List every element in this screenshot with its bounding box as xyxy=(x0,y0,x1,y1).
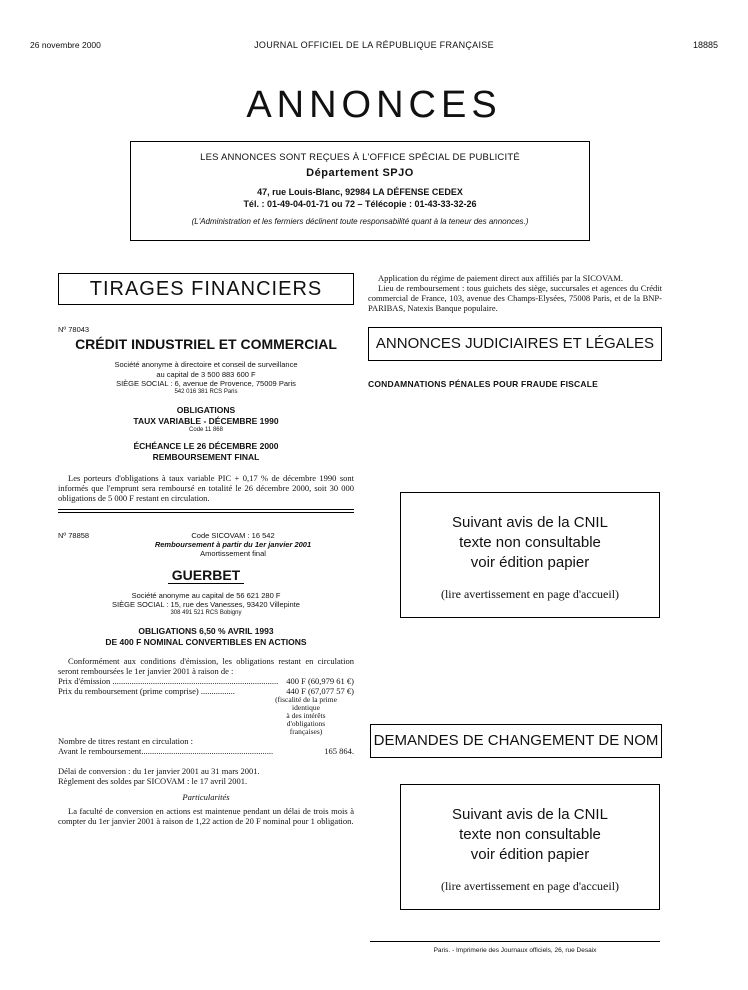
company-name: CRÉDIT INDUSTRIEL ET COMMERCIAL xyxy=(75,336,337,352)
office-box xyxy=(130,141,590,241)
cnil-notice-box xyxy=(400,784,660,910)
header-date: 26 novembre 2000 xyxy=(30,40,101,50)
obligation-code: Code 11 868 xyxy=(189,426,223,433)
fiscalite-line: d'obligations xyxy=(286,718,326,728)
header-page-number: 18885 xyxy=(692,40,718,50)
prix-remb-label: Prix du remboursement (prime comprise) xyxy=(58,685,199,696)
conversion-intro: Conformément aux conditions d'émission, les obligations restant en circulation seront remboursées le 1er janvier 2001 à raison de : xyxy=(58,655,354,676)
right-column xyxy=(368,273,662,389)
remboursement-heading: REMBOURSEMENT FINAL xyxy=(152,451,260,462)
fiscalite-note xyxy=(266,696,346,736)
obligations-heading: OBLIGATIONS xyxy=(176,404,236,415)
office-address: 47, rue Louis-Blanc, 92984 LA DÉFENSE CEDEX xyxy=(257,187,463,197)
cnil-warning: (lire avertissement en page d'accueil) xyxy=(440,879,620,893)
section-title-demandes: DEMANDES DE CHANGEMENT DE NOM xyxy=(370,724,662,758)
lieu-text: Lieu de remboursement : tous guichets des siège, succursales et agences du Crédit commercial de France, 103, avenue des Champs-Elysées, 75008 Paris, et de la BNP-PARIBAS, Natexis Banque populaire. xyxy=(368,283,662,313)
fiscalite-line: françaises) xyxy=(289,726,323,736)
cnil-warning: (lire avertissement en page d'accueil) xyxy=(440,587,620,601)
cnil-line3: voir édition papier xyxy=(470,846,590,863)
header-journal: JOURNAL OFFICIEL DE LA RÉPUBLIQUE FRANÇAISE xyxy=(254,40,494,50)
notice-number: Nº 78043 xyxy=(58,325,90,334)
office-department: Département SPJO xyxy=(306,167,414,179)
company-siege: SIÈGE SOCIAL : 6, avenue de Provence, 75009 Paris xyxy=(116,379,296,388)
office-disclaimer: (L'Administration et les fermiers déclinent toute responsabilité quant à la teneur des annonces.) xyxy=(191,217,529,226)
echeance-heading: ÉCHÉANCE LE 26 DÉCEMBRE 2000 xyxy=(133,440,279,451)
cnil-notice-box xyxy=(400,492,660,618)
fiscalite-line: identique xyxy=(292,702,320,712)
faculte-text: La faculté de conversion en actions est maintenue pendant un délai de trois mois à compter du 1er janvier 2001 à raison de 1,22 action de 20 F nominal pour 1 obligation. xyxy=(58,805,354,826)
office-line1: LES ANNONCES SONT REÇUES À L'OFFICE SPÉCIAL DE PUBLICITÉ xyxy=(200,152,520,163)
company-siege: SIÈGE SOCIAL : 15, rue des Vanesses, 93420 Villepinte xyxy=(112,600,300,609)
company-name: GUERBET xyxy=(168,567,244,584)
company-rcs: 542 016 381 RCS Paris xyxy=(174,388,238,395)
condamnations-heading: CONDAMNATIONS PÉNALES POUR FRAUDE FISCALE xyxy=(368,379,598,389)
avant-row: Avant le remboursement.............................................................. 165 864. xyxy=(58,745,354,756)
nombre-label: Nombre de titres restant en circulation : xyxy=(58,735,194,746)
notice-number: Nº 78858 xyxy=(58,530,90,540)
cnil-line1: Suivant avis de la CNIL xyxy=(452,514,608,531)
reglement-soldes: Règlement des soldes par SICOVAM : le 17 avril 2001. xyxy=(58,775,248,786)
page-title: ANNONCES xyxy=(246,84,502,126)
company-desc: Société anonyme à directoire et conseil de surveillance xyxy=(114,360,298,369)
obligations-subheading: DE 400 F NOMINAL CONVERTIBLES EN ACTIONS xyxy=(105,636,307,647)
cnil-line1: Suivant avis de la CNIL xyxy=(452,806,608,823)
remboursement-date: Remboursement à partir du 1er janvier 2001 xyxy=(154,540,312,549)
obligations-heading: OBLIGATIONS 6,50 % AVRIL 1993 xyxy=(138,625,274,636)
cnil-line3: voir édition papier xyxy=(470,554,590,571)
fiscalite-line: à des intérêts xyxy=(286,710,326,720)
prix-emission-label: Prix d'émission xyxy=(58,675,111,686)
fiscalite-line: (fiscalité de la prime xyxy=(275,694,337,704)
particularites-heading: Particularités xyxy=(182,791,230,802)
footer-divider xyxy=(370,941,660,942)
prix-emission-value: 400 F (60,979 61 €) xyxy=(286,675,354,686)
left-column xyxy=(58,273,354,826)
cnil-line2: texte non consultable xyxy=(459,826,601,843)
notice2-header xyxy=(58,531,354,559)
prix-remb-row: Prix du remboursement (prime comprise) ................ 440 F (67,077 57 €) xyxy=(58,685,354,696)
application-text: Application du régime de paiement direct aux affiliés par la SICOVAM. xyxy=(378,273,623,283)
company-capital: au capital de 3 500 883 600 F xyxy=(156,369,256,379)
section-title-tirages: TIRAGES FINANCIERS xyxy=(58,273,354,305)
prix-remb-value: 440 F (67,077 57 €) xyxy=(286,685,354,696)
prix-emission-row: Prix d'émission .............................................................................. 400 F (60,979 61 €) xyxy=(58,675,354,686)
cnil-line2: texte non consultable xyxy=(459,534,601,551)
section-title-judiciaires: ANNONCES JUDICIAIRES ET LÉGALES xyxy=(368,327,662,361)
avant-value: 165 864. xyxy=(324,745,354,756)
avant-label: Avant le remboursement xyxy=(58,745,142,756)
office-phone: Tél. : 01-49-04-01-71 ou 72 – Télécopie : 01-43-33-32-26 xyxy=(243,199,477,209)
divider xyxy=(58,512,354,513)
company-desc: Société anonyme au capital de 56 621 280 F xyxy=(131,590,281,600)
divider xyxy=(58,509,354,510)
taux-heading: TAUX VARIABLE - DÉCEMBRE 1990 xyxy=(133,415,279,426)
footer-imprint: Paris. - Imprimerie des Journaux officiels, 26, rue Desaix xyxy=(433,947,597,954)
amortissement: Amortissement final xyxy=(200,549,266,558)
delai-conversion: Délai de conversion : du 1er janvier 2001 au 31 mars 2001. xyxy=(58,765,260,776)
company-rcs: 308 491 521 RCS Bobigny xyxy=(170,609,242,616)
notice-body: Les porteurs d'obligations à taux variable PIC + 0,17 % de décembre 1990 sont informés que l'emprunt sera remboursé en totalité le 26 décembre 2000, soit 30 000 obligations de 5 000 F restant en circulation. xyxy=(58,472,354,503)
sicovam-code: Code SICOVAM : 16 542 xyxy=(191,530,275,540)
